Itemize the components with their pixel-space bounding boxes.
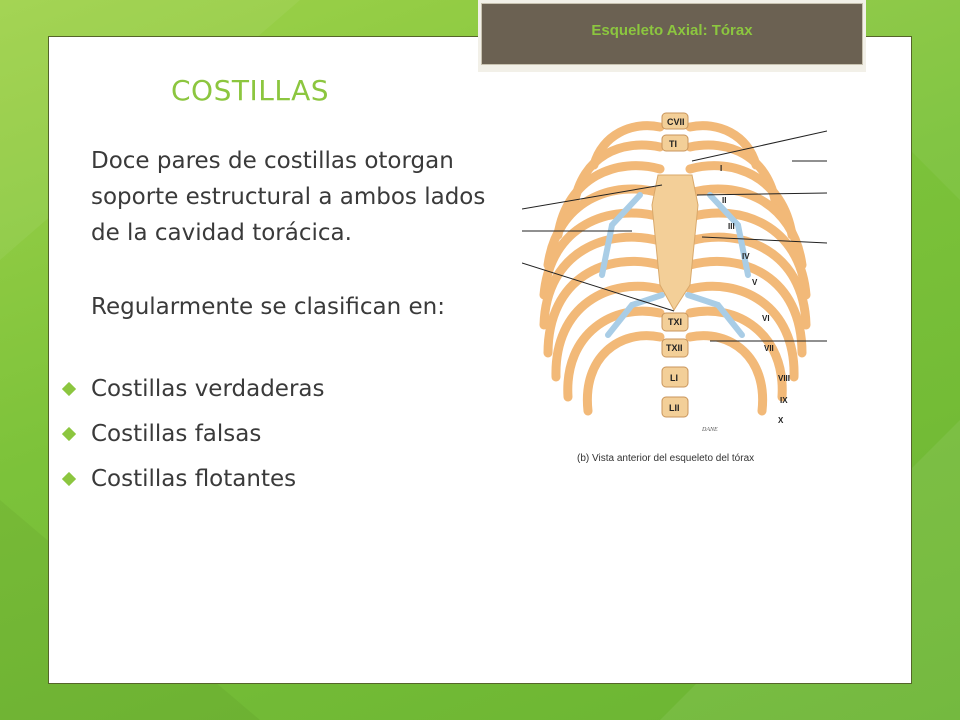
list-item [62, 411, 324, 456]
list-item-label: Costillas verdaderas [91, 375, 325, 402]
rib-label: V [752, 278, 758, 287]
classification-paragraph: Regularmente se clasifican en: [91, 294, 445, 320]
thorax-skeleton-illustration [522, 105, 827, 435]
rib-label: IX [780, 396, 788, 405]
rib-label: I [720, 164, 723, 173]
figure-caption: (b) Vista anterior del esqueleto del tórax [577, 453, 755, 464]
vertebra-label: LII [669, 403, 680, 413]
vertebra-label: LI [670, 373, 678, 383]
diamond-bullet-icon [62, 472, 91, 486]
rib-label: VI [762, 314, 770, 323]
vertebra-label: CVII [667, 117, 685, 127]
rib-label: X [778, 416, 784, 425]
rib-label: IV [742, 252, 750, 261]
list-item-label: Costillas falsas [91, 420, 262, 447]
intro-paragraph: Doce pares de costillas otorgan soporte estructural a ambos lados de la cavidad torácica. [91, 148, 486, 246]
header-tab-title: Esqueleto Axial: Tórax [591, 22, 753, 39]
list-item [62, 456, 324, 501]
diamond-bullet-icon [62, 427, 91, 441]
list-item [62, 366, 324, 411]
rib-label: VIII [778, 374, 791, 383]
rib-label: III [728, 222, 735, 231]
header-tab-inner [481, 3, 863, 65]
rib-label: II [722, 196, 727, 205]
header-tab [478, 0, 866, 72]
illustrator-signature: DANE [702, 427, 718, 433]
vertebra-label: TXI [668, 317, 683, 327]
rib-types-list [62, 366, 324, 501]
list-item-label: Costillas flotantes [91, 465, 297, 492]
rib-label: VII [764, 344, 774, 353]
slide-title: COSTILLAS [171, 74, 329, 107]
diamond-bullet-icon [62, 382, 91, 396]
vertebra-label: TXII [666, 343, 683, 353]
vertebra-label: TI [669, 139, 677, 149]
